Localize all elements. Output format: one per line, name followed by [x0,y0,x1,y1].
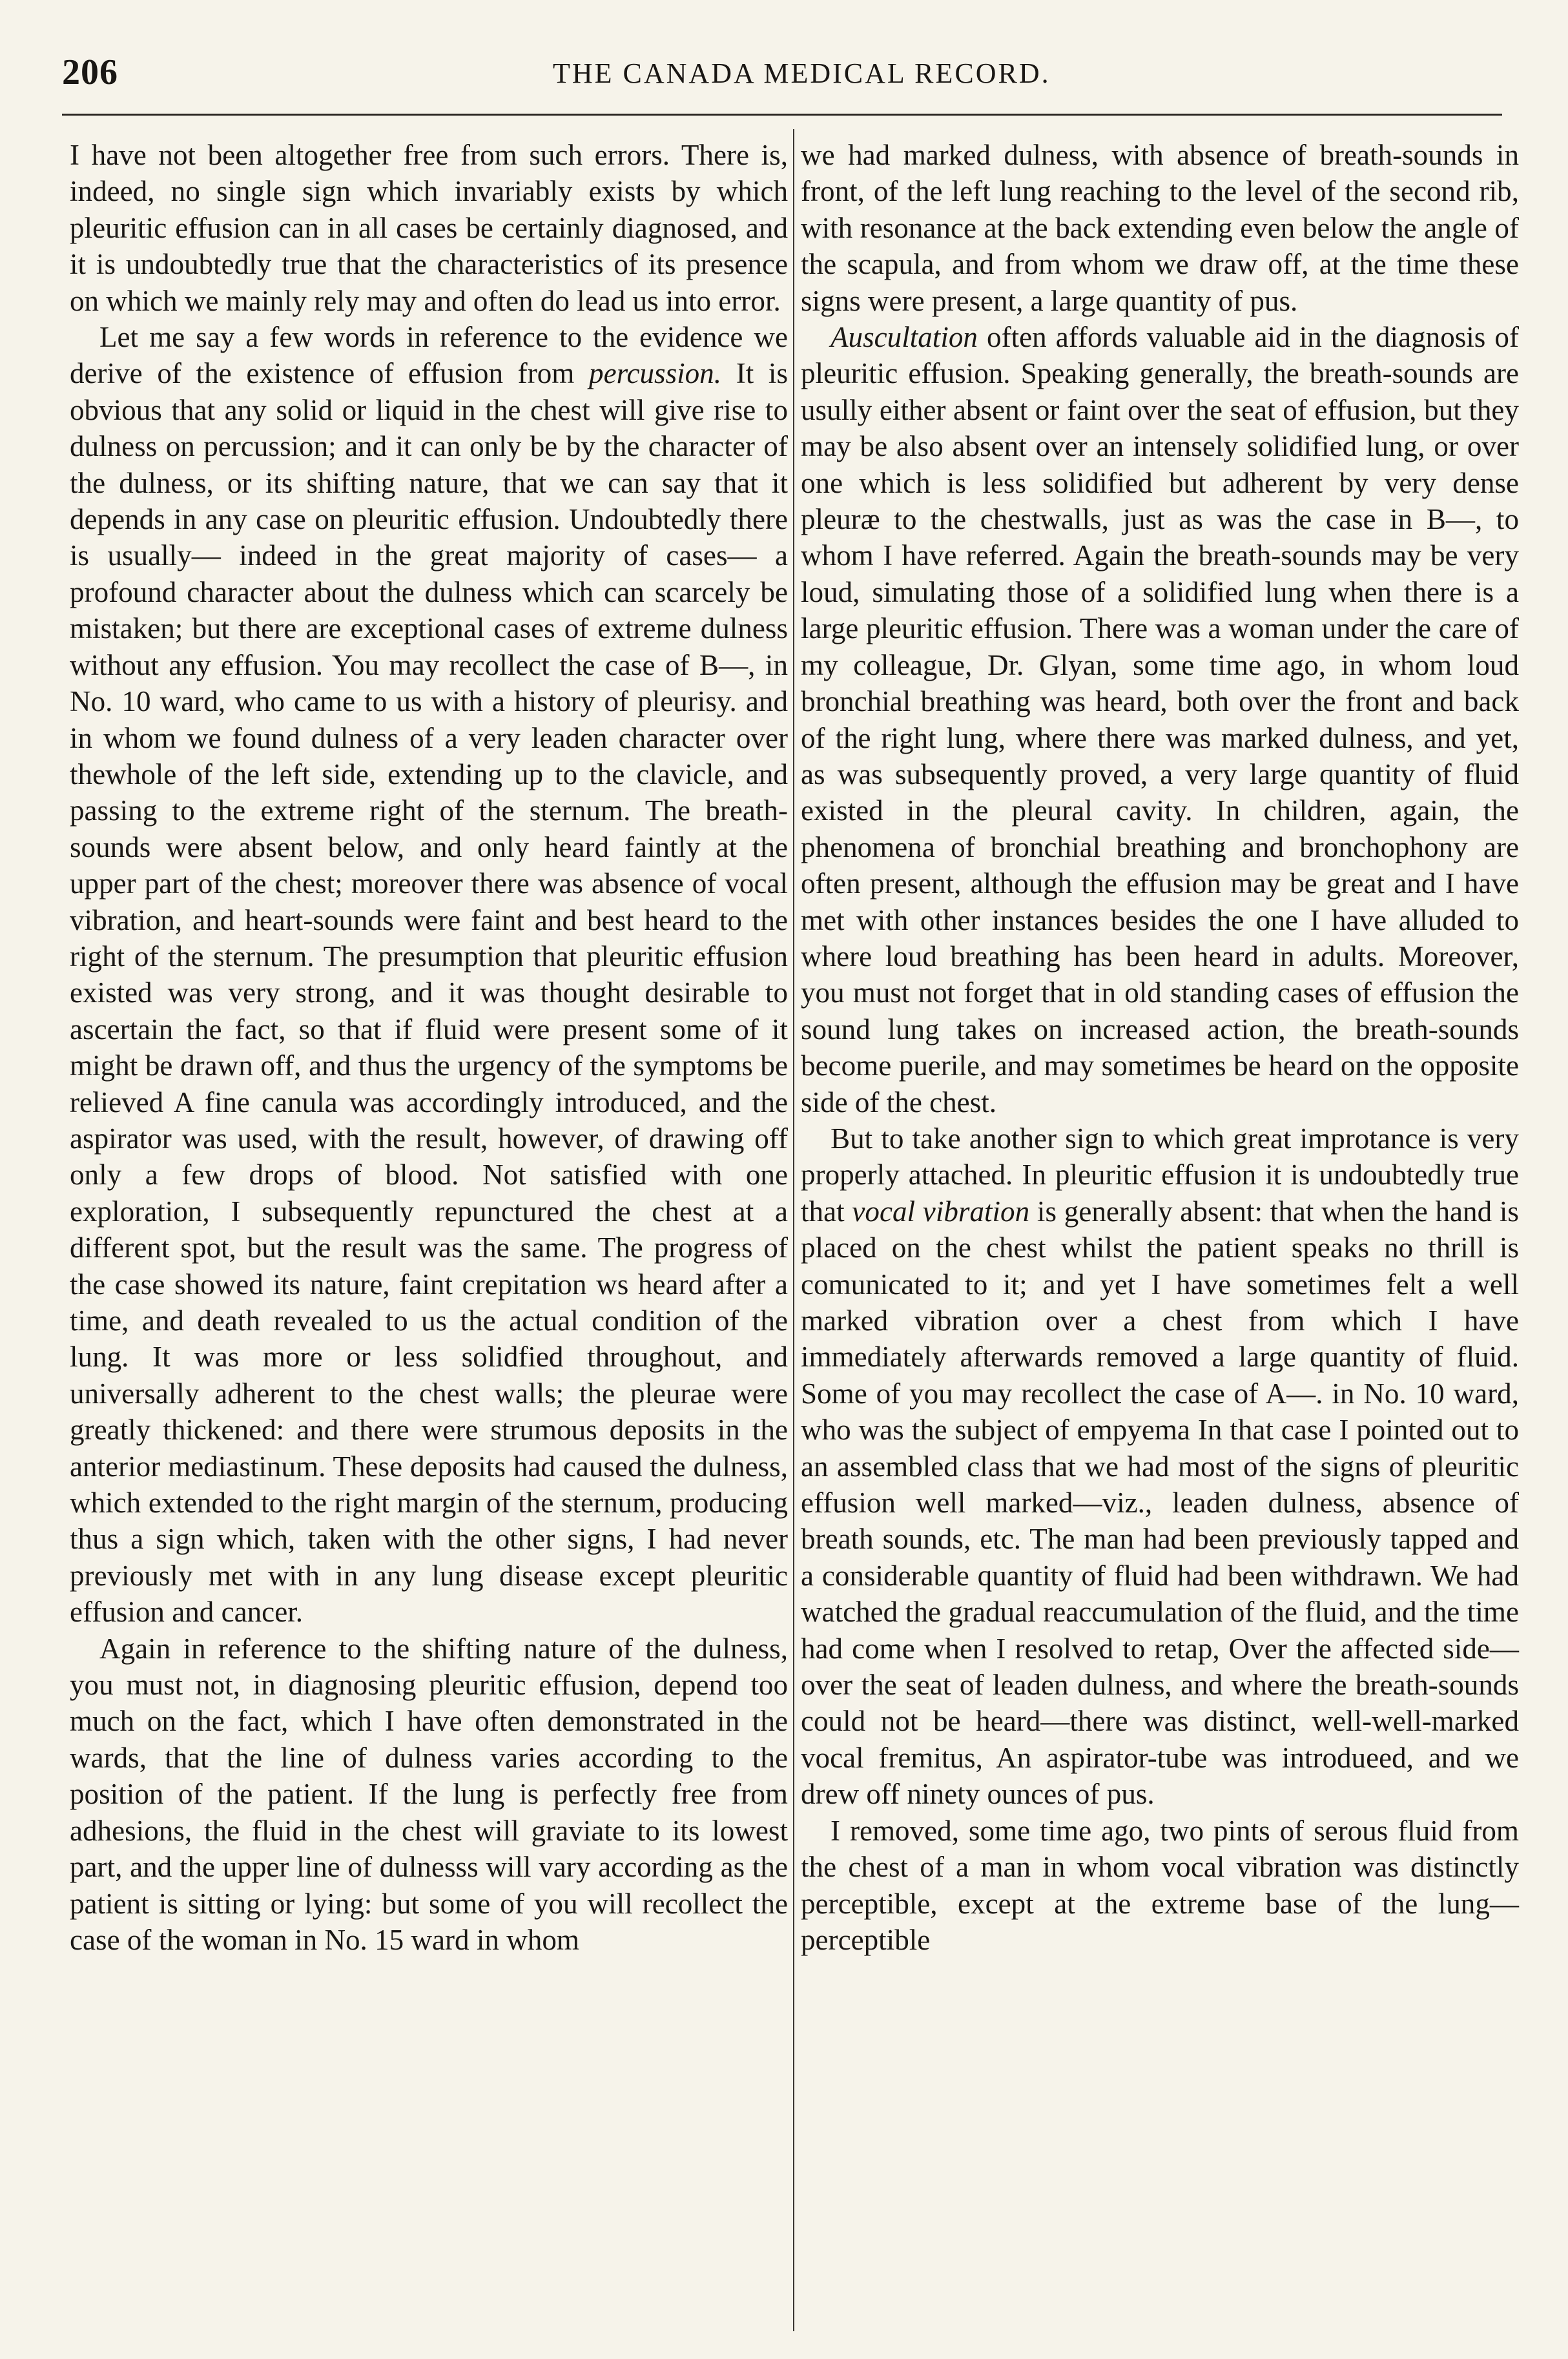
paragraph: we had marked dulness, with absence of breath-sounds in front, of the left lung reaching to the level of the second rib, with resonance at the back extending even below the angle of the scapula, and from whom we draw off, at the time these signs were present, a large quantity of pus. [801,139,1519,317]
paragraph: I removed, some time ago, two pints of serous fluid from the chest of a man in whom vocal vibration was distinctly perceptible, except at the extreme base of the lung—perceptible [801,1814,1519,1956]
paragraph-text: often affords valuable aid in the diagnosis of pleuritic effusion. Speaking generally, the breath-sounds are usully either absent or faint over the seat of effusion, but they may be also absent over an intensely solidified lung, or over one which is less solidified but adherent by very dense pleuræ to the chestwalls, just as was the case in B—, to whom I have referred. Again the breath-sounds may be very loud, simulating those of a solidified lung when there is a large pleuritic effusion. There was a woman under the care of my colleague, Dr. Glyan, some time ago, in whom loud bronchial breathing was heard, both over the front and back of the right lung, where there was marked dulness, and yet, as was subsequently proved, a very large quantity of fluid existed in the pleural cavity. In children, again, the phenomena of bronchial breathing and bronchophony are often present, although the effusion may be great and I have met with other instances besides the one I have alluded to where loud breathing has been heard in adults. Moreover, you must not forget that in old standing cases of effusion the sound lung takes on increased action, the breath-sounds become puerile, and may sometimes be heard on the opposite side of the chest. [801,321,1519,1118]
paragraph: I have not been altogether free from such errors. There is, indeed, no single sign which invariably exists by which pleuritic effusion can in all cases be certainly diagnosed, and it is undoubtedly true that the characteristics of its presence on which we mainly rely may and often do lead us into error. [70,139,788,317]
italic-term: Auscultation [830,321,978,354]
paragraph-text: Let me say a few words in reference to the evidence we derive of the existence of effusion from [70,321,788,390]
italic-term: vocal vibration [852,1195,1030,1228]
header-rule [62,114,1502,116]
italic-term: percussion. [589,357,722,390]
paragraph [70,319,788,1631]
paragraph-text: is generally absent: that when the hand is placed on the chest whilst the patient speaks no thrill is comunicated to it; and yet I have sometimes felt a well marked vibration over a chest from which I have immediately afterwards removed a large quantity of fluid. Some of you may recollect the case of A—. in No. 10 ward, who was the subject of empyema In that case I pointed out to an assembled class that we had most of the signs of pleuritic effusion well marked—viz., leaden dulness, absence of breath sounds, etc. The man had been previously tapped and a considerable quantity of fluid had been withdrawn. We had watched the gradual reaccumulation of the fluid, and the time had come when I resolved to retap, Over the affected side—over the seat of leaden dulness, and where the breath-sounds could not be heard—there was distinct, well-well-marked vocal fremitus, An aspirator-tube was introdueed, and we drew off ninety ounces of pus. [801,1195,1519,1811]
page-number: 206 [62,52,118,92]
paragraph [801,319,1519,1120]
right-column [801,137,1519,1958]
paragraph-text: But to take another sign to which great improtance is very properly attached. In pleuritic effusion it is undoubtedly true that [801,1122,1519,1228]
left-column [70,137,788,1958]
paragraph-text: It is obvious that any solid or liquid in the chest will give rise to dulness on percussion; and it can only be by the character of the dulness, or its shifting nature, that we can say that it depends in any case on pleuritic effusion. Undoubtedly there is usually— indeed in the great majority of cases— a profound character about the dulness which can scarcely be mistaken; but there are exceptional cases of extreme dulness without any effusion. You may recollect the case of B—, in No. 10 ward, who came to us with a history of pleurisy. and in whom we found dulness of a very leaden character over thewhole of the left side, extending up to the clavicle, and passing to the extreme right of the sternum. The breath-sounds were absent below, and only heard faintly at the upper part of the chest; moreover there was absence of vocal vibration, and heart-sounds were faint and best heard to the right of the sternum. The presumption that pleuritic effusion existed was very strong, and it was thought desirable to ascertain the fact, so that if fluid were present some of it might be drawn off, and thus the urgency of the symptoms be relieved A fine canula was accordingly introduced, and the aspirator was used, with the result, however, of drawing off only a few drops of blood. Not satisfied with one exploration, I subsequently repunctured the chest at a different spot, but the result was the same. The progress of the case showed its nature, faint crepitation ws heard after a time, and death revealed to us the actual condition of the lung. It was more or less solidfied throughout, and universally adherent to the chest walls; the pleurae were greatly thickened: and there were strumous deposits in the anterior mediastinum. These deposits had caused the dulness, which extended to the right margin of the sternum, producing thus a sign which, taken with the other signs, I had never previously met with in any lung disease except pleuritic effusion and cancer. [70,357,788,1629]
column-divider [793,129,794,2331]
page-header [62,40,1502,92]
running-title: THE CANADA MEDICAL RECORD. [553,57,1051,89]
paragraph: Again in reference to the shifting nature of the dulness, you must not, in diagnosing pleuritic effusion, depend too much on the fact, which I have often demonstrated in the wards, that the line of dulness varies according to the position of the patient. If the lung is perfectly free from adhesions, the fluid in the chest will graviate to its lowest part, and the upper line of dulnesss will vary according as the patient is sitting or lying: but some of you will recollect the case of the woman in No. 15 ward in whom [70,1632,788,1956]
paragraph [801,1120,1519,1813]
